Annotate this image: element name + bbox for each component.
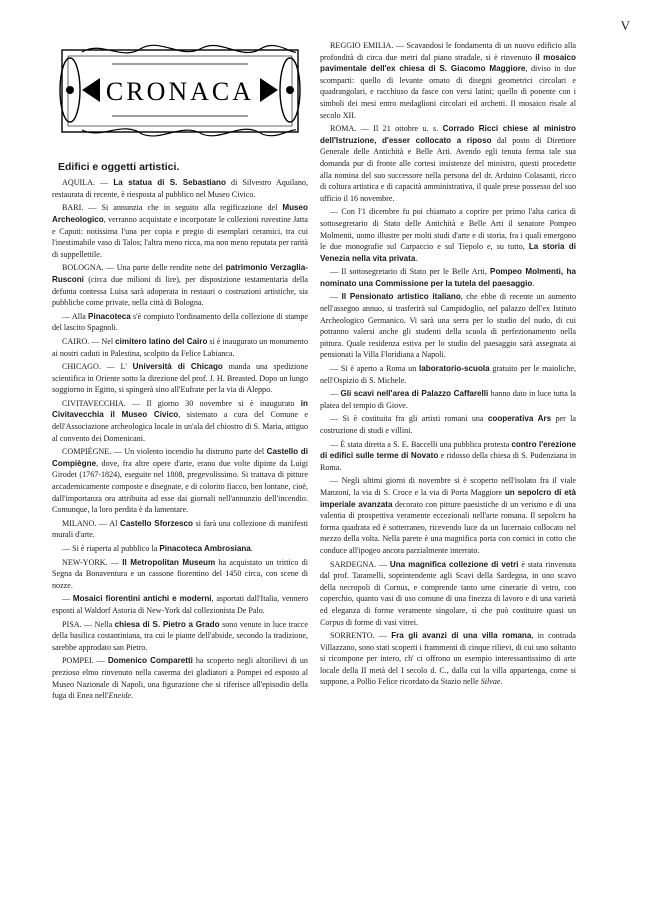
- left-column: [52, 40, 308, 704]
- left-entries: [52, 177, 308, 702]
- entry-text: (circa due milioni di lire), per disposizione testamentaria della defunta contessa Luisa sarà adoperata in restauri o costruzioni artistiche, sia pubbliche come private, nella città di Bologna.: [52, 274, 308, 308]
- section-heading: Edifici e oggetti artistici.: [58, 160, 180, 173]
- entry-text: .: [532, 278, 535, 288]
- news-entry: [52, 177, 308, 200]
- entry-text: — Negli ultimi giorni di novembre si è scoperto nell'isolato fra il viale Manzoni, la via di S. Croce e la via di Porta Maggiore: [320, 476, 576, 497]
- entry-text: .: [131, 691, 134, 701]
- entry-text: — Si è riaperta al pubblico la: [62, 544, 160, 553]
- entry-text: decorato con pitture paesistiche di un verismo e di una valentia di prospettiva veramente eccezionali nell'arte romana. Il sepolcro ha forma quadrata ed è sotterraneo, ricevendo luce da un lucernaio collocato nel mezzo della volta. Nella parete è una magnifica porta con cornici in cotto che conduce all'ipogeo ancora parzialmente interrato.: [320, 499, 577, 555]
- entry-text: CIVITAVECCHIA. — Il giorno 30 novembre si è inaugurato: [62, 398, 301, 408]
- entry-text: e ridosso della chiesa di S. Pudenziana in Roma.: [320, 451, 576, 472]
- entry-text: , asportati dall'Italia, vennero esposti al Waldorf Astoria di New-York dal collezionista De Palo.: [52, 594, 308, 615]
- news-entry: [52, 202, 308, 260]
- news-entry: [320, 413, 576, 436]
- entry-text: .: [250, 544, 253, 553]
- entry-text: s'è compiuto l'ordinamento della collezione di stampe del lascito Spagnoli.: [52, 311, 308, 333]
- news-entry: [52, 336, 308, 359]
- entry-text: BARI. — Si annunzia che in seguito alla regificazione del: [62, 203, 283, 213]
- news-entry: [320, 388, 576, 411]
- entry-text: PISA. — Nella: [62, 619, 115, 629]
- entry-text: — Si è aperto a Roma un: [330, 364, 420, 374]
- news-entry: [52, 446, 308, 516]
- news-entry: [52, 361, 308, 396]
- entry-text: , sistemato a cura del Comune e dell'Associazione archeologica locale in un'ala del chiostro di S. Maria, attiguo al convento dei Domenicani.: [52, 410, 308, 443]
- news-entry: [52, 311, 308, 334]
- entry-text: BOLOGNA. — Una parte delle rendite nette del: [62, 263, 226, 273]
- entry-highlight: Castello di Compiègne: [52, 447, 308, 468]
- news-entry: [320, 291, 576, 361]
- news-entry: [52, 518, 308, 541]
- entry-highlight: Università di Chicago: [132, 362, 223, 372]
- entry-text: — È stata diretta a S. E. Baccelli una pubblica protesta: [330, 439, 512, 449]
- entry-highlight: Una magnifica collezione di vetri: [389, 559, 519, 569]
- entry-text: — Il sottosegretario di Stato per le Belle Arti,: [330, 267, 491, 277]
- entry-highlight: Pinacoteca: [88, 311, 131, 321]
- news-entry: [320, 475, 576, 556]
- entry-italic: Silvae: [480, 677, 501, 687]
- entry-highlight: Gli scavi nell'area di Palazzo Caffarelli: [340, 389, 489, 399]
- entry-text: ha acquistato un trittico di Segna da Bonaventura e un cassone fiorentino del 1450 circa, con scene di nozze.: [52, 557, 308, 590]
- entry-text: CHICAGO. — L': [62, 362, 133, 372]
- news-entry: [52, 262, 308, 308]
- right-column: [320, 40, 576, 690]
- entry-text: si farà una collezione di manifesti murali d'arte.: [52, 518, 308, 540]
- entry-text: dal posto di Direttore Generale delle Antichità e Belle Arti. Avendo egli tenuta ferma tale sua domanda pur di fronte alle cortesi insistenze del ministro, questi procedette alla nomina del suo successore nella persona del dr. Arduino Colasanti, ricco di coltura artistica e di capacità amministrativa, il quale prese possesso del suo ufficio il 16 novembre.: [320, 135, 576, 203]
- entry-text: MILANO. — Al: [62, 518, 120, 528]
- entry-highlight: Mosaici fiorentini antichi e moderni: [72, 594, 212, 604]
- entry-italic: Eneide: [108, 691, 132, 701]
- entry-text: di forme di vasi vitrei.: [343, 617, 419, 627]
- entry-highlight: Fra gli avanzi di una villa romana: [391, 631, 532, 641]
- entry-highlight: un sepolcro di età imperiale avanzata: [320, 487, 576, 509]
- entry-text: .: [500, 677, 503, 687]
- entry-highlight: Corrado Ricci chiese al ministro dell'Istruzione, d'esser collocato a riposo: [320, 124, 576, 145]
- entry-highlight: Il Pensionato artistico italiano: [341, 292, 461, 302]
- page-number: V: [620, 18, 630, 33]
- news-entry: [320, 439, 576, 474]
- news-entry: [52, 398, 308, 444]
- entry-text: AQUILA. —: [62, 178, 114, 188]
- cronaca-banner: [52, 40, 308, 140]
- entry-highlight: laboratorio-scuola: [419, 364, 490, 374]
- entry-highlight: patrimonio Verzaglia-Rusconi: [52, 263, 308, 284]
- entry-text: ROMA. — Il 21 ottobre u. s.: [330, 124, 443, 134]
- entry-text: , in contrada Villazzano, sono stati scoperti i frammenti di cinque rilievi, di cui uno soltanto si ricompone per intero, ch' ci offrono un esempio interessantissimo di arte locale della II metà del I secolo d. C., dalla cui la villa appartenga, come si suppone, a Pollio Felice ricordato da Stazio nelle: [320, 631, 577, 687]
- entry-highlight: chiesa di S. Pietro a Grado: [114, 619, 220, 629]
- entry-text: CAIRO. — Nel: [62, 336, 116, 346]
- news-entry: [52, 593, 308, 616]
- news-entry: [52, 557, 308, 592]
- entry-text: POMPEI. —: [62, 656, 108, 666]
- entry-text: — Alla: [62, 311, 89, 321]
- entry-italic: Corpus: [320, 617, 344, 627]
- entry-text: , verranno acquistate e incorporate le collezioni ruvestine Jatta e Caputi: notissima l'una per copia e pregio di esemplari ceramici, tra cui l'inestimabile vaso di Talos; l'altra meno ricca, ma non meno reputata per rarità di suppellettile.: [52, 214, 308, 259]
- entry-text: hanno dato in luce tutta la platea del tempio di Giove.: [320, 389, 577, 410]
- entry-highlight: in Civitavecchia il Museo Civico: [52, 398, 308, 420]
- entry-highlight: Museo Archeologico: [52, 203, 308, 224]
- entry-highlight: La statua di S. Sebastiano: [113, 178, 226, 188]
- news-entry: [52, 655, 308, 701]
- news-entry: [52, 543, 308, 555]
- entry-highlight: Pinacoteca Ambrosiana: [159, 544, 251, 553]
- news-entry: [320, 40, 576, 121]
- entry-highlight: il mosaico pavimentale dell'ex chiesa di S. Giacomo Maggiore: [320, 52, 577, 74]
- entry-text: —: [62, 594, 73, 604]
- entry-highlight: cooperativa Ars: [487, 414, 552, 424]
- news-entry: [52, 619, 308, 654]
- entry-text: SORRENTO. —: [330, 631, 392, 641]
- news-entry: [320, 559, 576, 629]
- entry-text: , dove, fra altre opere d'arte, erano due volte dipinte da Luigi Girodet (1767-1824), eseguite nel 1808, pregevolissimo. Si trattava di pitture accademicamente composte e disegnate, e di colorito fiacco, ben lontane, cioè, dall'importanza ora attribuita ad esse dai giornali nell'annunzio dell'incendio. Comunque, la loro perdita è da lamentare.: [52, 458, 308, 515]
- entry-text: REGGIO EMILIA. — Scavandosi le fondamenta di un nuovo edificio alla profondità di circa due metri dal piano stradale, si è rinvenuto: [320, 41, 576, 62]
- news-entry: [320, 206, 576, 264]
- entry-text: SARDEGNA. —: [330, 559, 390, 569]
- entry-highlight: La storia di Venezia nella vita privata: [320, 242, 576, 263]
- right-entries: [320, 40, 576, 688]
- news-entry: [320, 363, 576, 386]
- entry-text: , che ebbe di recente un aumento nell'assegno annuo, si trasferirà sul Campidoglio, nel palazzo dell'ex Istituto Archeologico Germanico. Vi sarà una serra per lo studio del nudo, di cui potranno valersi anche gli studenti della scuola di perfezionamento nella pittura. Quale residenza estiva per lo studio del paesaggio sarà assegnata ai pensionati la Villa Floridiana a Napoli.: [320, 292, 576, 360]
- entry-text: ha scoperto negli altorilievi di un prezioso elmo rinvenuto nella caserma dei gladiatori a Pompei ed esposto al Museo Nazionale di Napoli, una figurazione che si riferisce all'episodio della fuga di Enea nell': [52, 656, 308, 701]
- entry-text: NEW-YORK. —: [62, 557, 123, 567]
- entry-text: gratuito per le maioliche, nell'Ospizio di S. Michele.: [320, 364, 577, 385]
- entry-highlight: Il Metropolitan Museum: [122, 557, 216, 567]
- entry-highlight: Castello Sforzesco: [119, 518, 193, 528]
- entry-text: COMPIÈGNE. — Un violento incendio ha distrutto parte del: [62, 447, 267, 457]
- news-entry: [320, 266, 576, 289]
- cronaca-title: CRONACA: [105, 77, 255, 106]
- entry-text: — Si è costituita fra gli artisti romani una: [330, 414, 488, 424]
- entry-text: —: [330, 292, 342, 302]
- news-entry: [320, 123, 576, 204]
- entry-text: di Silvestro Aquilano, restaurata di recente, è riesposta al pubblico nel Museo Civico.: [52, 178, 308, 199]
- entry-text: sono venute in luce tracce della basilica costantiniana, tra cui le piante dell'abside, secondo la tradizione, sarebbe approdato san Pietro.: [52, 619, 308, 652]
- entry-text: — Con l'1 dicembre fu poi chiamato a coprire per primo l'alta carica di sottosegretario di Stato delle Antichità e Belle Arti il senatore Pompeo Molmenti, uomo illustre per molti studi d'arte e di storia, fra i quali emergono le due monografie sul Carpaccio e sul Tiepolo e, su tutto,: [320, 207, 576, 252]
- entry-text: è stata rinvenuta dal prof. Taramelli, soprintendente agli Scavi della Sardegna, in uno scavo della necropoli di Cornus, e comprende tanto urne cinerarie di vetro, con coperchio, quanto vasi di uso comune di una finezza di lavoro e di una varietà ed eleganza di forme veramente singolare, sì che può costituire quasi un: [320, 559, 576, 615]
- entry-text: , diviso in due scomparti: quello di levante ornato di disegni geometrici circolari e quadrangolari, e racchiuso da fasce con versi latini; quello di ponente con i simboli dei mesi entro medaglioni circolari ed archetti. Il mosaico risale al secolo XII.: [320, 64, 576, 120]
- entry-highlight: cimitero latino del Cairo: [115, 336, 208, 346]
- entry-highlight: Domenico Comparetti: [107, 656, 193, 666]
- entry-text: manda una spedizione scientifica in Oriente sotto la direzione del prof. J. H. Breasted. Dopo un lungo soggiorno in Egitto, si spingerà sino all'Eufrate per la via di Aleppo.: [52, 362, 308, 395]
- entry-text: per la costruzione di studi e villini.: [320, 414, 576, 435]
- news-entry: [320, 630, 576, 688]
- entry-text: si è inaugurato un monumento ai nostri caduti in Palestina, scolpito da Felice Labianca.: [52, 336, 308, 358]
- entry-highlight: Pompeo Molmenti, ha nominato una Commissione per la tutela del paesaggio: [320, 267, 576, 288]
- entry-highlight: contro l'erezione di edifici sulle terme di Novato: [320, 439, 576, 461]
- entry-text: .: [415, 253, 418, 263]
- entry-text: —: [330, 389, 341, 399]
